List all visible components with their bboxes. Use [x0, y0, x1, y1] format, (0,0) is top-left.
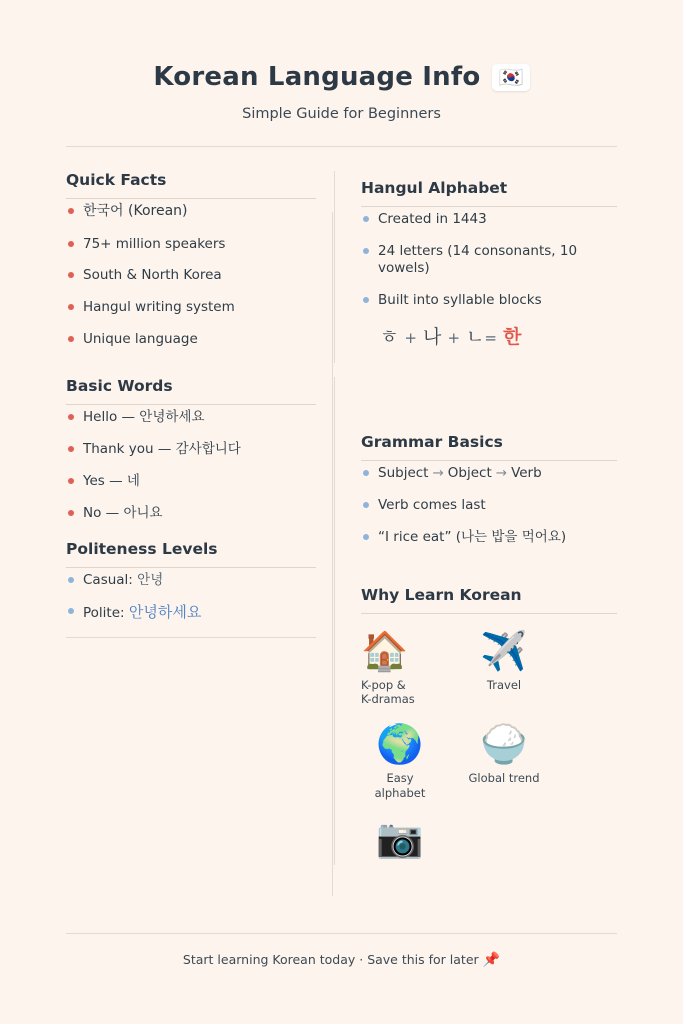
list-item: Created in 1443 — [361, 211, 617, 228]
footer-text — [66, 952, 617, 968]
basic-words-list — [66, 409, 316, 522]
list-item — [66, 572, 316, 589]
page-footer — [66, 933, 617, 968]
list-item — [361, 465, 617, 482]
why-learn-grid — [361, 628, 617, 865]
syllable-formula — [361, 322, 617, 349]
grammar-list — [361, 465, 617, 546]
grammar-subject: Subject — [378, 465, 429, 481]
why-item-label: Travel — [486, 677, 522, 692]
arrow-right-icon: → — [495, 465, 508, 481]
quick-facts-section — [66, 171, 617, 363]
hangul-list — [361, 211, 617, 309]
politeness-divider — [66, 637, 316, 638]
syllable-part-3: ㄴ — [466, 325, 485, 348]
basic-words-section — [66, 377, 617, 865]
footer-message: Start learning Korean today · Save this for later — [182, 952, 479, 967]
grammar-verb: Verb — [511, 465, 542, 481]
syllable-part-1: ㅎ — [380, 325, 399, 348]
why-item-global-trend — [465, 722, 543, 801]
grammar-heading: Grammar Basics — [361, 433, 617, 461]
basic-words-column — [66, 377, 334, 865]
list-item — [66, 603, 316, 622]
syllable-part-2: 나 — [423, 325, 442, 348]
politeness-polite-value: 안녕하세요 — [128, 603, 202, 622]
airplane-icon: ✈️ — [480, 628, 528, 673]
column-divider — [332, 212, 333, 896]
list-item: Verb comes last — [361, 497, 617, 514]
basic-words-heading: Basic Words — [66, 377, 316, 405]
why-item-kpop — [361, 628, 439, 708]
list-item: 24 letters (14 consonants, 10 vowels) — [361, 243, 617, 277]
politeness-polite-label: Polite: — [83, 605, 125, 622]
list-item: 75+ million speakers — [66, 236, 316, 253]
korea-flag-icon: 🇰🇷 — [492, 64, 529, 91]
list-item: No — 아니요 — [66, 505, 316, 522]
arrow-right-icon: → — [432, 465, 444, 481]
list-item: Hello — 안녕하세요 — [66, 409, 316, 426]
list-item: Hangul writing system — [66, 299, 316, 316]
globe-icon: 🌍 — [376, 722, 424, 767]
quick-facts-list — [66, 203, 316, 348]
why-item-travel — [465, 628, 543, 708]
why-item-label: Global trend — [468, 771, 540, 786]
list-item: Yes — 네 — [66, 473, 316, 490]
list-item: Unique language — [66, 331, 316, 348]
politeness-casual-label: Casual: — [83, 571, 133, 588]
hangul-alphabet-card — [334, 171, 617, 363]
list-item: “I rice eat” (나는 밥을 먹어요) — [361, 529, 617, 546]
list-item: Thank you — 감사합니다 — [66, 441, 316, 458]
politeness-section — [66, 540, 316, 639]
quick-facts-column — [66, 171, 334, 363]
hangul-heading: Hangul Alphabet — [361, 179, 617, 207]
syllable-plus-1: + — [404, 328, 417, 347]
why-item-label: Easy alphabet — [374, 771, 426, 801]
house-icon: 🏠 — [361, 628, 409, 673]
footer-divider — [66, 933, 617, 934]
syllable-result: 한 — [503, 325, 522, 348]
page-title — [153, 62, 529, 92]
why-learn-card — [361, 574, 617, 865]
syllable-plus-2: + — [447, 328, 461, 347]
page-header — [66, 0, 617, 147]
politeness-casual-value: 안녕 — [137, 571, 164, 588]
politeness-heading: Politeness Levels — [66, 540, 316, 568]
pushpin-icon: 📌 — [482, 952, 501, 968]
list-item: Built into syllable blocks — [361, 292, 617, 309]
header-divider — [66, 146, 617, 147]
why-item-alphabet — [361, 722, 439, 801]
page-subtitle: Simple Guide for Beginners — [242, 106, 441, 122]
grammar-object: Object — [447, 465, 492, 481]
list-item: South & North Korea — [66, 267, 316, 284]
page-title-text: Korean Language Info — [153, 62, 481, 92]
grammar-basics-card — [334, 377, 617, 865]
rice-bowl-icon: 🍚 — [480, 722, 528, 767]
why-learn-heading: Why Learn Korean — [361, 586, 617, 614]
why-item-camera — [361, 816, 439, 865]
syllable-equals: = — [484, 328, 497, 347]
politeness-list — [66, 572, 316, 623]
quick-facts-heading: Quick Facts — [66, 171, 316, 199]
camera-icon: 📷 — [376, 816, 424, 861]
list-item: 한국어 (Korean) — [66, 203, 316, 221]
why-item-label: K-pop & K-dramas — [361, 677, 415, 707]
